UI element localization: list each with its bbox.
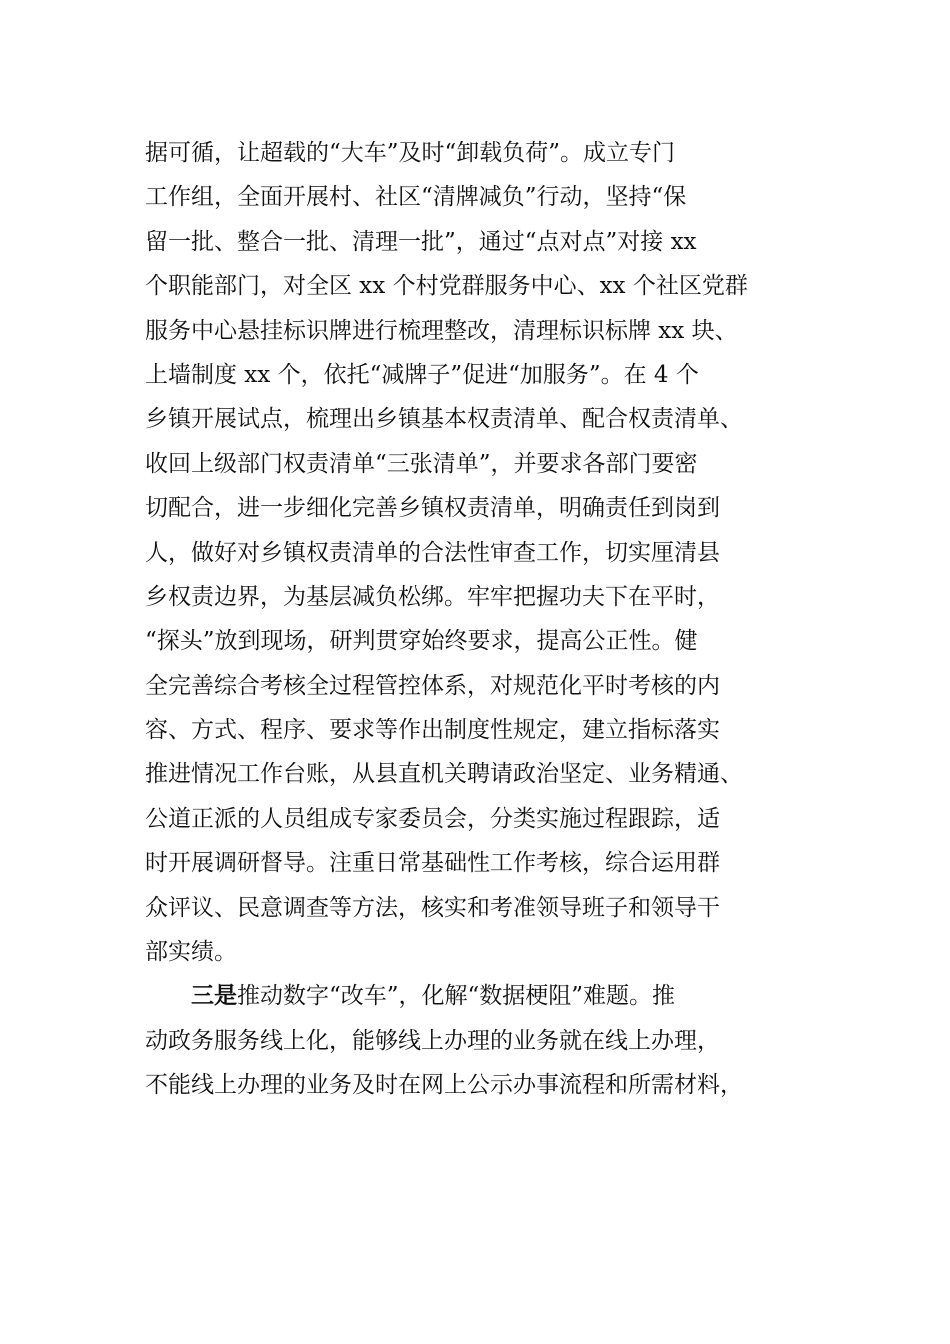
text-line: 推进情况工作台账，从县直机关聘请政治坚定、业务精通、	[145, 761, 743, 788]
text-line: 全完善综合考核全过程管控体系，对规范化平时考核的内	[145, 672, 720, 699]
text-line: “探头”放到现场，研判贯穿始终要求，提高公正性。健	[145, 628, 698, 655]
text-line: 服务中心悬挂标识牌进行梳理整改，清理标识标牌 xx 块、	[145, 317, 738, 344]
text-line-first	[145, 974, 810, 1018]
paragraph-first-line-text: 推动数字“改车”，化解“数据梗阻”难题。推	[237, 983, 676, 1010]
text-line: 人，做好对乡镇权责清单的合法性审查工作，切实厘清县	[145, 539, 720, 566]
text-line: 时开展调研督导。注重日常基础性工作考核，综合运用群	[145, 850, 720, 877]
text-line: 乡镇开展试点，梳理出乡镇基本权责清单、配合权责清单、	[145, 406, 743, 433]
text-line: 工作组，全面开展村、社区“清牌减负”行动，坚持“保	[145, 184, 687, 211]
text-line: 容、方式、程序、要求等作出制度性规定，建立指标落实	[145, 717, 720, 744]
text-line: 公道正派的人员组成专家委员会，分类实施过程跟踪，适	[145, 805, 720, 832]
text-line: 众评议、民意调查等方法，核实和考准领导班子和领导干	[145, 894, 720, 921]
paragraph-lead-bold: 三是	[191, 982, 237, 1010]
text-line: 切配合，进一步细化完善乡镇权责清单，明确责任到岗到	[145, 495, 720, 522]
document-body	[145, 131, 810, 1108]
text-line: 留一批、整合一批、清理一批”，通过“点对点”对接 xx	[145, 228, 697, 255]
text-line: 不能线上办理的业务及时在网上公示办事流程和所需材料，	[145, 1072, 743, 1099]
text-line: 部实绩。	[145, 939, 237, 966]
text-line: 动政务服务线上化，能够线上办理的业务就在线上办理，	[145, 1027, 720, 1054]
text-line: 个职能部门，对全区 xx 个村党群服务中心、xx 个社区党群	[145, 273, 748, 300]
paragraph-2	[145, 974, 810, 1107]
text-line: 上墙制度 xx 个，依托“减牌子”促进“加服务”。在 4 个	[145, 361, 699, 388]
text-line: 收回上级部门权责清单“三张清单”，并要求各部门要密	[145, 450, 698, 477]
text-line: 乡权责边界，为基层减负松绑。牢牢把握功夫下在平时，	[145, 583, 720, 610]
text-line: 据可循，让超载的“大车”及时“卸载负荷”。成立专门	[145, 140, 676, 166]
paragraph-1	[145, 131, 810, 974]
